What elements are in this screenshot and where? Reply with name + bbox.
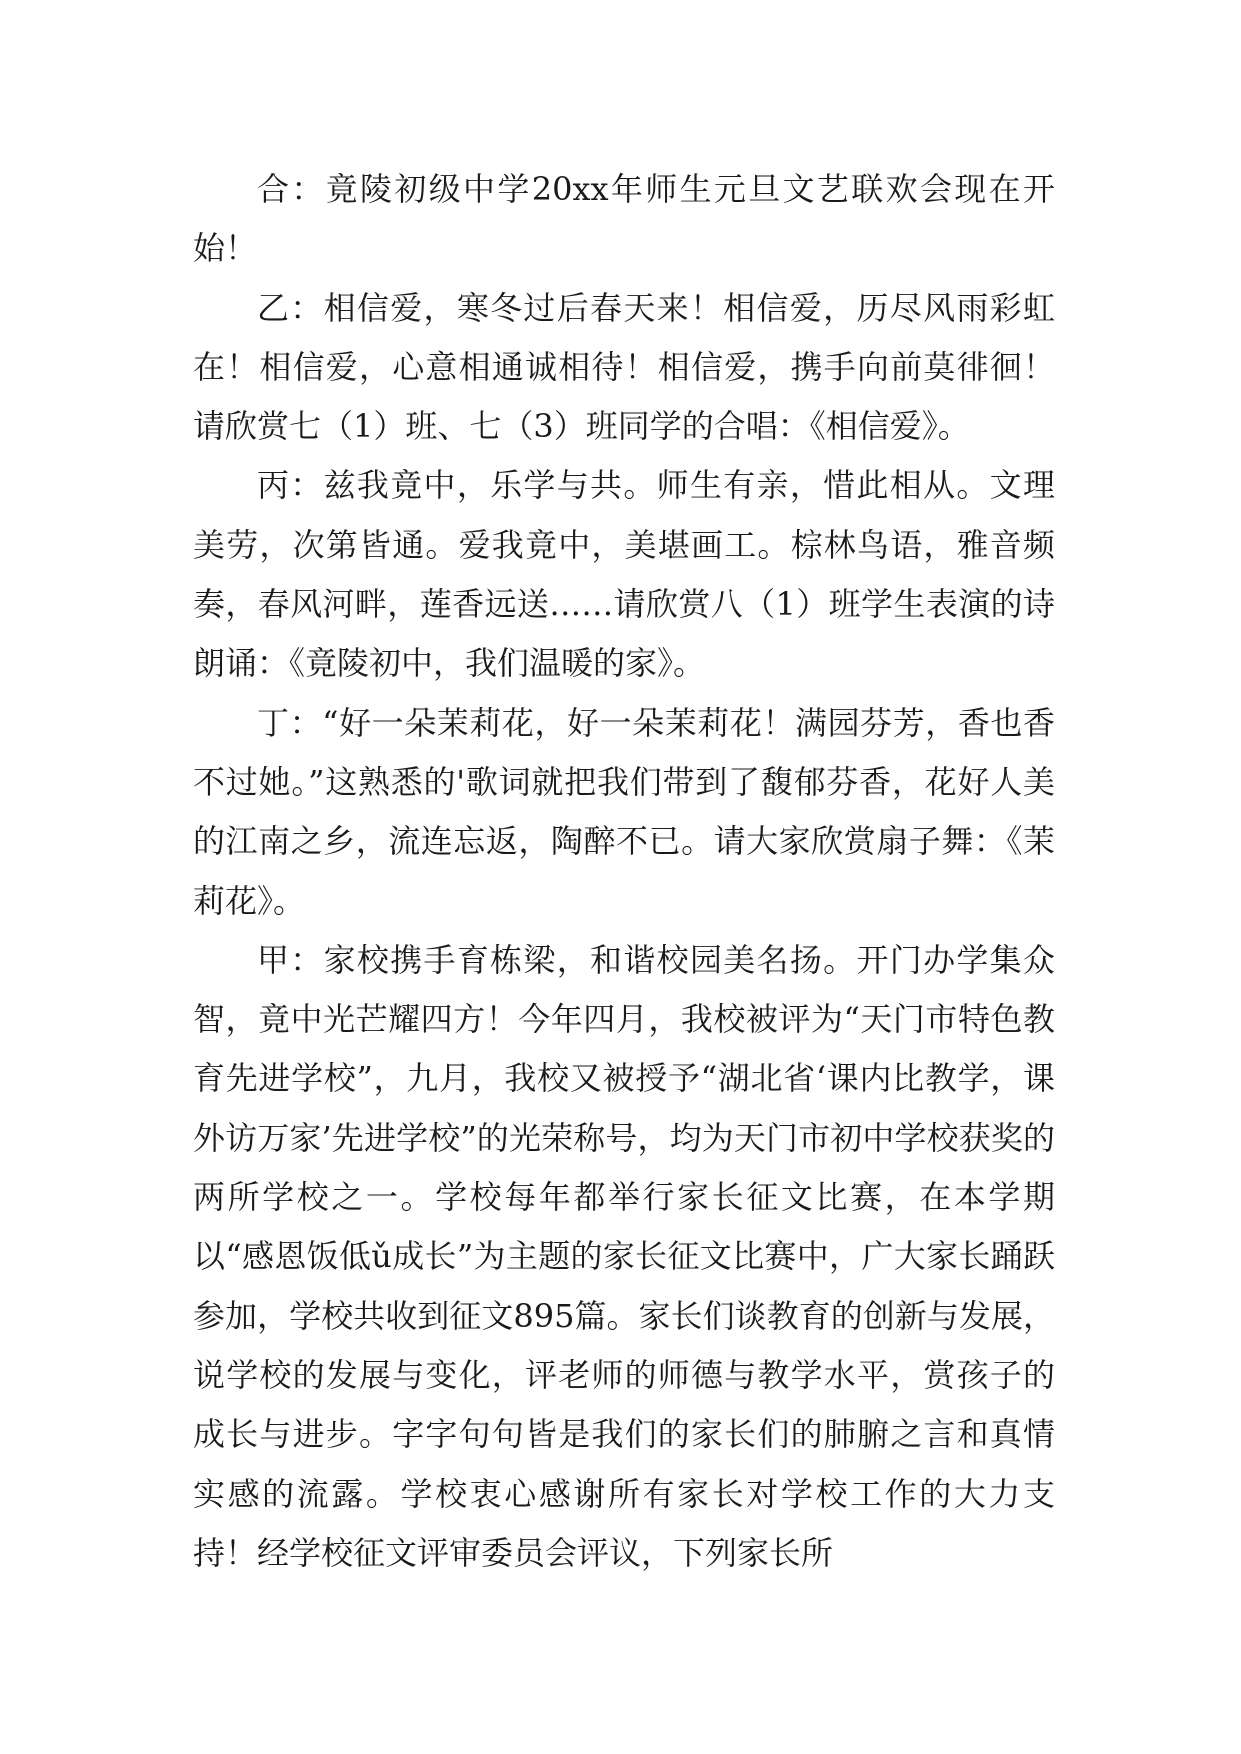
document-body bbox=[193, 160, 1055, 1583]
paragraph-host-yi: 乙：相信爱，寒冬过后春天来！相信爱，历尽风雨彩虹在！相信爱，心意相通诚相待！相信爱，携手向前莫徘徊！请欣赏七（1）班、七（3）班同学的合唱：《相信爱》。 bbox=[193, 288, 1055, 446]
paragraph-host-jia: 甲：家校携手育栋梁，和谐校园美名扬。开门办学集众智，竟中光芒耀四方！今年四月，我校被评为“天门市特色教育先进学校”，九月，我校又被授予“湖北省‘课内比教学，课外访万家’先进学校”的光荣称号，均为天门市初中学校获奖的两所学校之一。学校每年都举行家长征文比赛，在本学期以“感恩饭低ǔ成长”为主题的家长征文比赛中，广大家长踊跃参加，学校共收到征文895篇。家长们谈教育的创新与发展，说学校的发展与变化，评老师的师德与教学水平，赏孩子的成长与进步。字字句句皆是我们的家长们的肺腑之言和真情实感的流露。学校衷心感谢所有家长对学校工作的大力支持！经学校征文评审委员会评议，下列家长所 bbox=[193, 940, 1055, 1572]
paragraph-opening: 合：竟陵初级中学20xx年师生元旦文艺联欢会现在开始！ bbox=[193, 170, 1055, 268]
paragraph-host-bing: 丙：兹我竟中，乐学与共。师生有亲，惜此相从。文理美劳，次第皆通。爱我竟中，美堪画工。棕林鸟语，雅音频奏，春风河畔，莲香远送……请欣赏八（1）班学生表演的诗朗诵：《竟陵初中，我们温暖的家》。 bbox=[193, 466, 1055, 683]
paragraph-host-ding: 丁：“好一朵茉莉花，好一朵茉莉花！满园芬芳，香也香不过她。”这熟悉的'歌词就把我们带到了馥郁芬香，花好人美的江南之乡，流连忘返，陶醉不已。请大家欣赏扇子舞：《茉莉花》。 bbox=[193, 703, 1055, 920]
